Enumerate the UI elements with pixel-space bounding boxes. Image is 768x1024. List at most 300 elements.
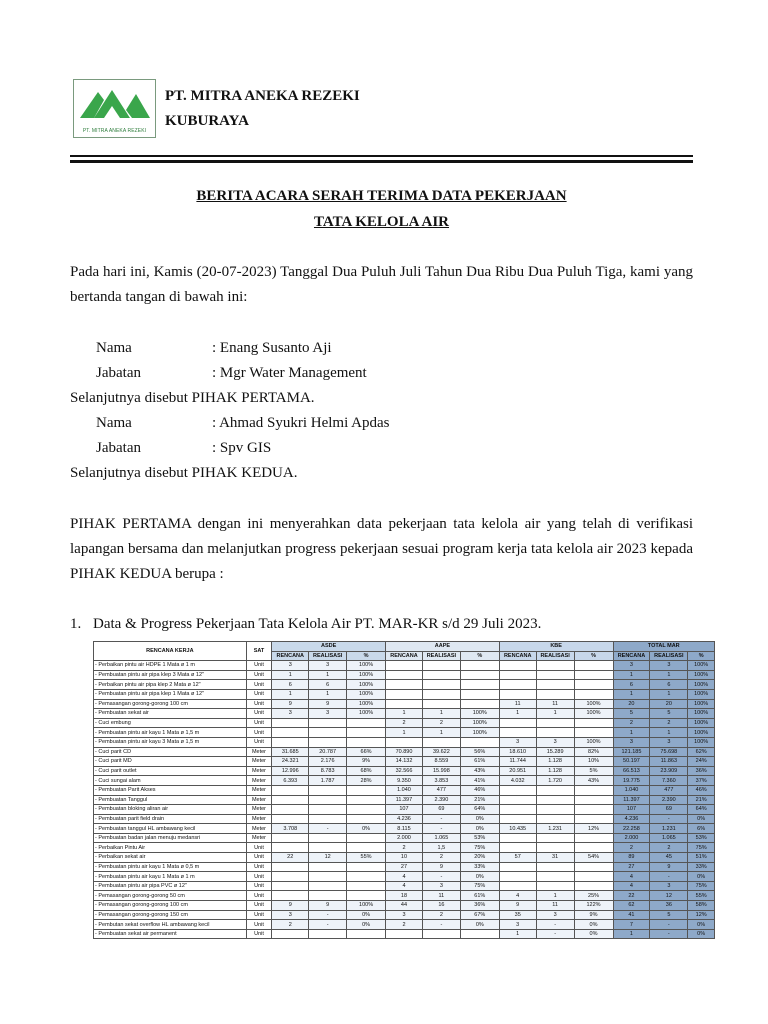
cell-total-realisasi: 1.231: [650, 824, 688, 834]
cell-total-realisasi: 5: [650, 910, 688, 920]
table-row: [94, 805, 715, 815]
cell-unit: Unit: [246, 910, 272, 920]
cell-aape-rencana: 18: [386, 891, 423, 901]
cell-asde-rencana: 24.321: [272, 757, 309, 767]
cell-aape-percent: 0%: [460, 824, 499, 834]
cell-total-rencana: 89: [613, 853, 650, 863]
cell-item-name: - Perbaikan Pintu Air: [94, 843, 247, 853]
cell-aape-realisasi: 2: [422, 853, 460, 863]
cell-item-name: - Pembuatan pintu air kayu 3 Mata ø 1,5 m: [94, 737, 247, 747]
cell-item-name: - Perbaikan pintu air pipa klep 2 Mata ø 12": [94, 680, 247, 690]
cell-aape-rencana: [386, 680, 423, 690]
cell-aape-realisasi: 1,5: [422, 843, 460, 853]
table-row: [94, 709, 715, 719]
cell-aape-percent: 21%: [460, 795, 499, 805]
cell-total-percent: 21%: [688, 795, 715, 805]
cell-item-name: - Pembuatan tanggul HL ambawang kecil: [94, 824, 247, 834]
subheader-realisasi: REALISASI: [309, 651, 347, 661]
cell-total-realisasi: 1: [650, 670, 688, 680]
cell-kbe-realisasi: 1.720: [536, 776, 574, 786]
cell-aape-rencana: 4: [386, 881, 423, 891]
first-party-closing: Selanjutnya disebut PIHAK PERTAMA.: [70, 390, 315, 406]
cell-asde-realisasi: [309, 833, 347, 843]
cell-aape-realisasi: 1: [422, 728, 460, 738]
cell-asde-percent: [347, 805, 386, 815]
cell-total-rencana: 4: [613, 872, 650, 882]
cell-total-rencana: 107: [613, 805, 650, 815]
cell-unit: Unit: [246, 920, 272, 930]
cell-item-name: - Pemasangan gorong-gorong 50 cm: [94, 891, 247, 901]
cell-item-name: - Pembuatan parit field drain: [94, 814, 247, 824]
cell-kbe-realisasi: [536, 661, 574, 671]
mountain-logo-icon: [74, 80, 155, 124]
table-row: [94, 757, 715, 767]
cell-kbe-percent: 100%: [574, 709, 613, 719]
cell-asde-realisasi: 1: [309, 670, 347, 680]
cell-total-percent: 0%: [688, 929, 715, 939]
cell-total-rencana: 27: [613, 862, 650, 872]
table-row: [94, 689, 715, 699]
cell-kbe-rencana: 20.951: [499, 766, 536, 776]
cell-asde-percent: 9%: [347, 757, 386, 767]
cell-asde-realisasi: 3: [309, 709, 347, 719]
subheader-rencana: RENCANA: [613, 651, 650, 661]
cell-total-percent: 36%: [688, 766, 715, 776]
cell-aape-percent: 20%: [460, 853, 499, 863]
header-group-aape: AAPE: [386, 642, 500, 652]
cell-asde-realisasi: -: [309, 824, 347, 834]
cell-aape-percent: 36%: [460, 901, 499, 911]
cell-kbe-percent: [574, 872, 613, 882]
cell-asde-percent: 100%: [347, 901, 386, 911]
cell-asde-rencana: [272, 718, 309, 728]
cell-asde-percent: 0%: [347, 910, 386, 920]
cell-aape-percent: 43%: [460, 766, 499, 776]
cell-aape-percent: 46%: [460, 785, 499, 795]
cell-kbe-realisasi: [536, 670, 574, 680]
header-divider-thick: [70, 160, 693, 163]
cell-kbe-percent: 5%: [574, 766, 613, 776]
cell-asde-percent: [347, 843, 386, 853]
cell-item-name: - Pembuatan pintu air pipa PVC ø 12": [94, 881, 247, 891]
table-row: [94, 795, 715, 805]
cell-total-rencana: 7: [613, 920, 650, 930]
cell-asde-rencana: [272, 929, 309, 939]
cell-total-percent: 100%: [688, 709, 715, 719]
cell-total-rencana: 22.258: [613, 824, 650, 834]
cell-total-rencana: 19.775: [613, 776, 650, 786]
cell-kbe-rencana: 35: [499, 910, 536, 920]
cell-total-rencana: 20: [613, 699, 650, 709]
cell-total-rencana: 22: [613, 891, 650, 901]
cell-aape-rencana: 8.115: [386, 824, 423, 834]
cell-asde-realisasi: [309, 737, 347, 747]
cell-aape-rencana: 2: [386, 718, 423, 728]
cell-kbe-percent: 0%: [574, 920, 613, 930]
cell-unit: Unit: [246, 929, 272, 939]
cell-kbe-realisasi: [536, 881, 574, 891]
cell-aape-rencana: 1: [386, 728, 423, 738]
cell-kbe-percent: [574, 862, 613, 872]
cell-aape-percent: [460, 661, 499, 671]
cell-unit: Meter: [246, 785, 272, 795]
cell-kbe-realisasi: -: [536, 920, 574, 930]
cell-asde-rencana: 2: [272, 920, 309, 930]
table-row: [94, 785, 715, 795]
cell-aape-realisasi: [422, 680, 460, 690]
cell-aape-percent: 75%: [460, 843, 499, 853]
cell-asde-realisasi: -: [309, 920, 347, 930]
cell-asde-rencana: 1: [272, 689, 309, 699]
cell-kbe-rencana: [499, 670, 536, 680]
cell-kbe-realisasi: [536, 805, 574, 815]
cell-aape-percent: 61%: [460, 757, 499, 767]
cell-total-percent: 46%: [688, 785, 715, 795]
cell-asde-rencana: 3: [272, 910, 309, 920]
cell-asde-realisasi: [309, 862, 347, 872]
cell-asde-rencana: 31.685: [272, 747, 309, 757]
cell-total-rencana: 5: [613, 709, 650, 719]
cell-aape-realisasi: [422, 670, 460, 680]
cell-asde-percent: [347, 929, 386, 939]
cell-asde-realisasi: [309, 795, 347, 805]
cell-asde-realisasi: 9: [309, 901, 347, 911]
cell-asde-rencana: [272, 795, 309, 805]
cell-total-percent: 100%: [688, 689, 715, 699]
cell-total-percent: 100%: [688, 661, 715, 671]
cell-item-name: - Perbaikan pintu air HDPE 1 Mata ø 1 m: [94, 661, 247, 671]
subheader-percent: %: [347, 651, 386, 661]
cell-total-rencana: 1: [613, 728, 650, 738]
cell-aape-rencana: 14.132: [386, 757, 423, 767]
cell-item-name: - Pemasangan gorong-gorong 150 cm: [94, 910, 247, 920]
cell-kbe-rencana: [499, 862, 536, 872]
table-row: [94, 901, 715, 911]
cell-total-realisasi: 1: [650, 728, 688, 738]
table-row: [94, 766, 715, 776]
cell-kbe-realisasi: [536, 728, 574, 738]
cell-total-percent: 51%: [688, 853, 715, 863]
cell-kbe-percent: [574, 843, 613, 853]
cell-item-name: - Pembuatan pintu air pipa klep 3 Mata ø 12": [94, 670, 247, 680]
cell-kbe-percent: 82%: [574, 747, 613, 757]
cell-total-percent: 64%: [688, 805, 715, 815]
cell-aape-rencana: 32.566: [386, 766, 423, 776]
cell-kbe-rencana: [499, 795, 536, 805]
cell-kbe-rencana: 4: [499, 891, 536, 901]
subheader-realisasi: REALISASI: [422, 651, 460, 661]
cell-item-name: - Perbaikan sekat air: [94, 853, 247, 863]
cell-aape-percent: [460, 689, 499, 699]
cell-unit: Unit: [246, 901, 272, 911]
cell-unit: Unit: [246, 699, 272, 709]
cell-kbe-percent: 122%: [574, 901, 613, 911]
table-row: [94, 853, 715, 863]
cell-asde-realisasi: 8.783: [309, 766, 347, 776]
cell-kbe-realisasi: [536, 833, 574, 843]
second-party-position-value: : Spv GIS: [212, 440, 272, 456]
cell-asde-percent: [347, 785, 386, 795]
cell-total-realisasi: -: [650, 920, 688, 930]
cell-aape-rencana: 3: [386, 910, 423, 920]
cell-kbe-percent: [574, 795, 613, 805]
cell-aape-percent: 53%: [460, 833, 499, 843]
table-row: [94, 699, 715, 709]
cell-total-realisasi: 11.863: [650, 757, 688, 767]
cell-asde-percent: 100%: [347, 689, 386, 699]
cell-asde-rencana: [272, 891, 309, 901]
cell-asde-realisasi: 20.787: [309, 747, 347, 757]
cell-aape-rencana: 4: [386, 872, 423, 882]
cell-aape-percent: 56%: [460, 747, 499, 757]
cell-aape-rencana: 107: [386, 805, 423, 815]
cell-aape-percent: [460, 680, 499, 690]
second-party-name-value: : Ahmad Syukri Helmi Apdas: [212, 415, 390, 431]
cell-asde-rencana: [272, 728, 309, 738]
cell-asde-percent: [347, 718, 386, 728]
cell-aape-realisasi: 477: [422, 785, 460, 795]
cell-asde-realisasi: 1.787: [309, 776, 347, 786]
cell-total-percent: 0%: [688, 814, 715, 824]
cell-unit: Unit: [246, 709, 272, 719]
cell-total-percent: 33%: [688, 862, 715, 872]
cell-item-name: - Cuci parit CD: [94, 747, 247, 757]
table-row: [94, 891, 715, 901]
cell-asde-percent: [347, 881, 386, 891]
cell-kbe-rencana: [499, 833, 536, 843]
cell-kbe-rencana: [499, 718, 536, 728]
cell-aape-realisasi: 2.390: [422, 795, 460, 805]
table-row: [94, 929, 715, 939]
cell-kbe-percent: 25%: [574, 891, 613, 901]
cell-item-name: - Cuci parit MD: [94, 757, 247, 767]
cell-aape-rencana: [386, 661, 423, 671]
cell-total-realisasi: 9: [650, 862, 688, 872]
subheader-percent: %: [688, 651, 715, 661]
cell-aape-realisasi: 2: [422, 910, 460, 920]
cell-total-realisasi: 3: [650, 881, 688, 891]
cell-total-percent: 12%: [688, 910, 715, 920]
cell-aape-realisasi: [422, 929, 460, 939]
cell-total-realisasi: 1.065: [650, 833, 688, 843]
cell-total-realisasi: -: [650, 929, 688, 939]
company-name: PT. MITRA ANEKA REZEKI: [165, 88, 360, 104]
cell-aape-rencana: 4.236: [386, 814, 423, 824]
cell-aape-realisasi: 1: [422, 709, 460, 719]
cell-asde-realisasi: [309, 805, 347, 815]
cell-aape-percent: 0%: [460, 814, 499, 824]
company-location: KUBURAYA: [165, 113, 249, 129]
cell-item-name: - Cuci sungai alam: [94, 776, 247, 786]
header-divider-thin: [70, 155, 693, 157]
cell-kbe-percent: 100%: [574, 737, 613, 747]
cell-aape-realisasi: -: [422, 824, 460, 834]
cell-aape-realisasi: 2: [422, 718, 460, 728]
cell-aape-rencana: 2: [386, 920, 423, 930]
cell-item-name: - Pembuatan pintu air kayu 1 Mata ø 1,5 m: [94, 728, 247, 738]
cell-kbe-rencana: [499, 785, 536, 795]
cell-total-realisasi: 12: [650, 891, 688, 901]
cell-item-name: - Pembuatan sekat air permanent: [94, 929, 247, 939]
cell-asde-realisasi: [309, 785, 347, 795]
cell-total-rencana: 66.513: [613, 766, 650, 776]
cell-total-percent: 37%: [688, 776, 715, 786]
cell-asde-rencana: [272, 814, 309, 824]
table-row: [94, 718, 715, 728]
cell-asde-percent: [347, 728, 386, 738]
cell-kbe-realisasi: [536, 785, 574, 795]
cell-total-rencana: 1.040: [613, 785, 650, 795]
subheader-rencana: RENCANA: [386, 651, 423, 661]
cell-total-realisasi: 6: [650, 680, 688, 690]
cell-unit: Meter: [246, 766, 272, 776]
cell-kbe-realisasi: [536, 862, 574, 872]
first-party-position-label: Jabatan: [96, 365, 141, 381]
cell-kbe-rencana: 9: [499, 901, 536, 911]
cell-total-realisasi: 3: [650, 661, 688, 671]
cell-aape-percent: 0%: [460, 920, 499, 930]
cell-aape-percent: 64%: [460, 805, 499, 815]
cell-aape-realisasi: 1.065: [422, 833, 460, 843]
cell-kbe-percent: [574, 833, 613, 843]
cell-kbe-rencana: 4.032: [499, 776, 536, 786]
cell-aape-percent: 41%: [460, 776, 499, 786]
cell-kbe-percent: 12%: [574, 824, 613, 834]
cell-aape-realisasi: 9: [422, 862, 460, 872]
cell-aape-rencana: [386, 689, 423, 699]
table-row: [94, 920, 715, 930]
cell-total-realisasi: 20: [650, 699, 688, 709]
company-logo: [73, 79, 156, 138]
cell-total-rencana: 41: [613, 910, 650, 920]
cell-aape-realisasi: 39.622: [422, 747, 460, 757]
first-party-name-label: Nama: [96, 340, 132, 356]
cell-asde-percent: 100%: [347, 670, 386, 680]
cell-unit: Unit: [246, 853, 272, 863]
cell-asde-percent: [347, 872, 386, 882]
cell-aape-rencana: 9.350: [386, 776, 423, 786]
cell-total-realisasi: 1: [650, 689, 688, 699]
cell-total-percent: 100%: [688, 718, 715, 728]
second-party-closing: Selanjutnya disebut PIHAK KEDUA.: [70, 465, 298, 481]
cell-aape-rencana: 2: [386, 843, 423, 853]
cell-aape-rencana: [386, 929, 423, 939]
cell-kbe-realisasi: 3: [536, 737, 574, 747]
cell-asde-rencana: 3.708: [272, 824, 309, 834]
cell-total-realisasi: 5: [650, 709, 688, 719]
cell-kbe-percent: 100%: [574, 699, 613, 709]
table-row: [94, 737, 715, 747]
cell-aape-rencana: 1: [386, 709, 423, 719]
cell-asde-rencana: 3: [272, 661, 309, 671]
item-number: 1.: [70, 616, 82, 632]
cell-kbe-realisasi: 11: [536, 699, 574, 709]
cell-item-name: - Pembuatan bloking aliran air: [94, 805, 247, 815]
cell-total-percent: 58%: [688, 901, 715, 911]
cell-asde-rencana: 12.996: [272, 766, 309, 776]
cell-aape-realisasi: [422, 699, 460, 709]
cell-aape-realisasi: 3: [422, 881, 460, 891]
cell-asde-rencana: [272, 881, 309, 891]
cell-asde-percent: [347, 737, 386, 747]
cell-unit: Meter: [246, 833, 272, 843]
cell-kbe-realisasi: 1.231: [536, 824, 574, 834]
cell-item-name: - Pemasangan gorong-gorong 100 cm: [94, 901, 247, 911]
cell-aape-rencana: [386, 699, 423, 709]
cell-total-realisasi: 7.360: [650, 776, 688, 786]
cell-kbe-rencana: [499, 872, 536, 882]
cell-unit: Meter: [246, 805, 272, 815]
cell-total-rencana: 2: [613, 843, 650, 853]
cell-kbe-realisasi: [536, 814, 574, 824]
cell-kbe-realisasi: [536, 872, 574, 882]
cell-unit: Unit: [246, 843, 272, 853]
table-row: [94, 872, 715, 882]
subheader-rencana: RENCANA: [272, 651, 309, 661]
cell-aape-percent: 67%: [460, 910, 499, 920]
cell-total-realisasi: 75.698: [650, 747, 688, 757]
cell-asde-rencana: [272, 737, 309, 747]
first-party-position-value: : Mgr Water Management: [212, 365, 367, 381]
intro-paragraph: Pada hari ini, Kamis (20-07-2023) Tanggal Dua Puluh Juli Tahun Dua Ribu Dua Puluh Tiga, kami yang bertanda tangan di bawah ini:: [70, 264, 693, 305]
cell-asde-realisasi: 1: [309, 689, 347, 699]
logo-caption: PT. MITRA ANEKA REZEKI: [82, 128, 147, 134]
cell-kbe-percent: [574, 661, 613, 671]
cell-asde-percent: 0%: [347, 920, 386, 930]
cell-aape-rencana: 10: [386, 853, 423, 863]
cell-asde-percent: 66%: [347, 747, 386, 757]
cell-kbe-percent: 54%: [574, 853, 613, 863]
cell-total-percent: 0%: [688, 920, 715, 930]
cell-aape-realisasi: [422, 737, 460, 747]
cell-asde-realisasi: [309, 872, 347, 882]
table-row: [94, 814, 715, 824]
cell-item-name: - Pemasangan gorong-gorong 100 cm: [94, 699, 247, 709]
cell-total-percent: 55%: [688, 891, 715, 901]
cell-asde-rencana: [272, 785, 309, 795]
cell-total-percent: 100%: [688, 737, 715, 747]
cell-asde-rencana: [272, 833, 309, 843]
header-group-total-mar: TOTAL MAR: [613, 642, 715, 652]
cell-unit: Unit: [246, 881, 272, 891]
cell-kbe-rencana: 11: [499, 699, 536, 709]
table-row: [94, 881, 715, 891]
subheader-rencana: RENCANA: [499, 651, 536, 661]
cell-unit: Meter: [246, 795, 272, 805]
cell-item-name: - Pembuatan pintu air kayu 1 Mata ø 0,5 m: [94, 862, 247, 872]
cell-kbe-realisasi: 15.289: [536, 747, 574, 757]
header-rencana-kerja: RENCANA KERJA: [94, 642, 247, 661]
cell-total-realisasi: -: [650, 872, 688, 882]
cell-total-percent: 100%: [688, 728, 715, 738]
cell-total-rencana: 3: [613, 661, 650, 671]
cell-total-rencana: 2: [613, 718, 650, 728]
second-party-position-label: Jabatan: [96, 440, 141, 456]
cell-aape-realisasi: [422, 661, 460, 671]
cell-unit: Meter: [246, 814, 272, 824]
cell-kbe-percent: [574, 881, 613, 891]
document-title: BERITA ACARA SERAH TERIMA DATA PEKERJAAN: [196, 188, 567, 204]
cell-aape-realisasi: 15.998: [422, 766, 460, 776]
cell-kbe-realisasi: [536, 843, 574, 853]
cell-aape-percent: 75%: [460, 881, 499, 891]
cell-unit: Unit: [246, 661, 272, 671]
cell-unit: Unit: [246, 670, 272, 680]
document-subtitle: TATA KELOLA AIR: [313, 214, 450, 230]
item-text: Data & Progress Pekerjaan Tata Kelola Air PT. MAR-KR s/d 29 Juli 2023.: [93, 616, 542, 632]
cell-unit: Meter: [246, 824, 272, 834]
cell-total-percent: 24%: [688, 757, 715, 767]
